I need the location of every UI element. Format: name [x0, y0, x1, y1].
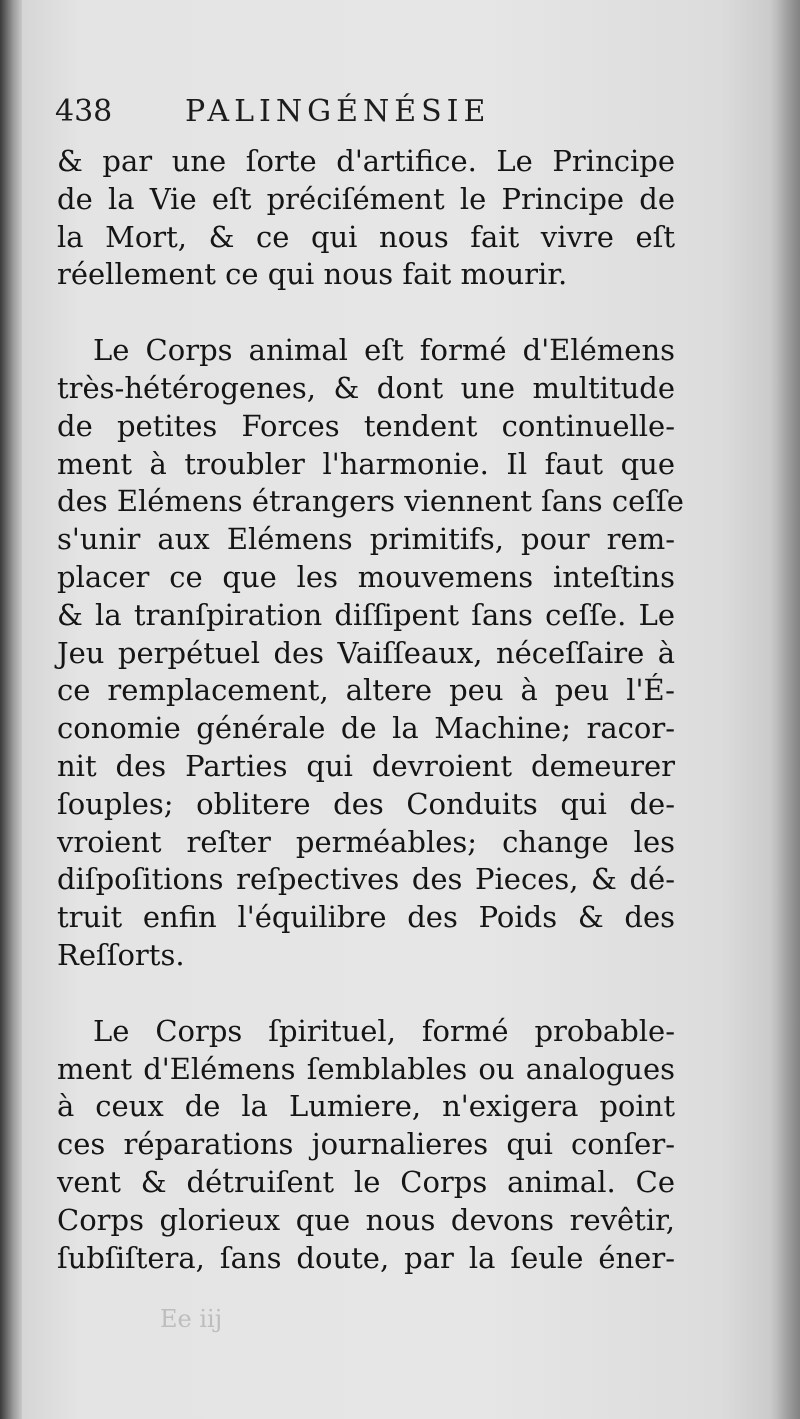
page-edge-shadow: [770, 0, 800, 1419]
text-line: la Mort, & ce qui nous fait vivre eſt: [57, 219, 675, 254]
text-line: des Elémens étrangers viennent ſans ceſſe: [57, 484, 684, 519]
body-text: [57, 143, 684, 1277]
text-line: Jeu perpétuel des Vaiſſeaux, néceſſaire à: [57, 635, 675, 670]
running-header: [55, 86, 675, 136]
text-line: réellement ce qui nous fait mourir.: [57, 257, 568, 292]
paragraph-gap: [57, 975, 675, 1013]
paragraph-gap: [57, 294, 675, 332]
page-number: 438: [55, 94, 113, 129]
text-line: de la Vie eſt préciſément le Principe de: [57, 181, 675, 216]
text-line: diſpoſitions reſpectives des Pieces, & dé-: [57, 862, 675, 897]
text-line: vroient reſter perméables; change les: [57, 824, 675, 859]
text-line: ment à troubler l'harmonie. Il faut que: [57, 446, 675, 481]
text-line: ſubſiſtera, ſans doute, par la ſeule éner-: [57, 1240, 675, 1275]
text-line: Le Corps ſpirituel, formé probable-: [93, 1013, 675, 1048]
text-line: Reſſorts.: [57, 937, 185, 972]
signature-mark: Ee iij: [160, 1305, 223, 1333]
text-line: conomie générale de la Machine; racor-: [57, 711, 675, 746]
text-line: à ceux de la Lumiere, n'exigera point: [57, 1089, 675, 1124]
text-line: vent & détruiſent le Corps animal. Ce: [57, 1164, 675, 1199]
text-line: ce remplacement, altere peu à peu l'É-: [57, 673, 675, 708]
running-title: PALINGÉNÉSIE: [185, 94, 491, 129]
text-line: & la tranſpiration diſſipent ſans ceſſe. Le: [57, 597, 675, 632]
text-line: placer ce que les mouvemens inteſtins: [57, 559, 675, 594]
text-line: truit enfin l'équilibre des Poids & des: [57, 900, 675, 935]
page-gutter-shadow: [0, 0, 22, 1419]
text-line: Le Corps animal eſt formé d'Elémens: [93, 333, 675, 368]
text-line: s'unir aux Elémens primitifs, pour rem-: [57, 522, 675, 557]
text-line: nit des Parties qui devroient demeurer: [57, 748, 675, 783]
text-line: Corps glorieux que nous devons revêtir,: [57, 1202, 675, 1237]
text-line: ment d'Elémens ſemblables ou analogues: [57, 1051, 675, 1086]
text-line: ces réparations journalieres qui conſer-: [57, 1127, 675, 1162]
text-line: de petites Forces tendent continuelle-: [57, 408, 675, 443]
text-line: ſouples; oblitere des Conduits qui de-: [57, 786, 675, 821]
text-line: & par une ſorte d'artifice. Le Principe: [57, 144, 675, 178]
text-line: très-hétérogenes, & dont une multitude: [57, 370, 675, 405]
